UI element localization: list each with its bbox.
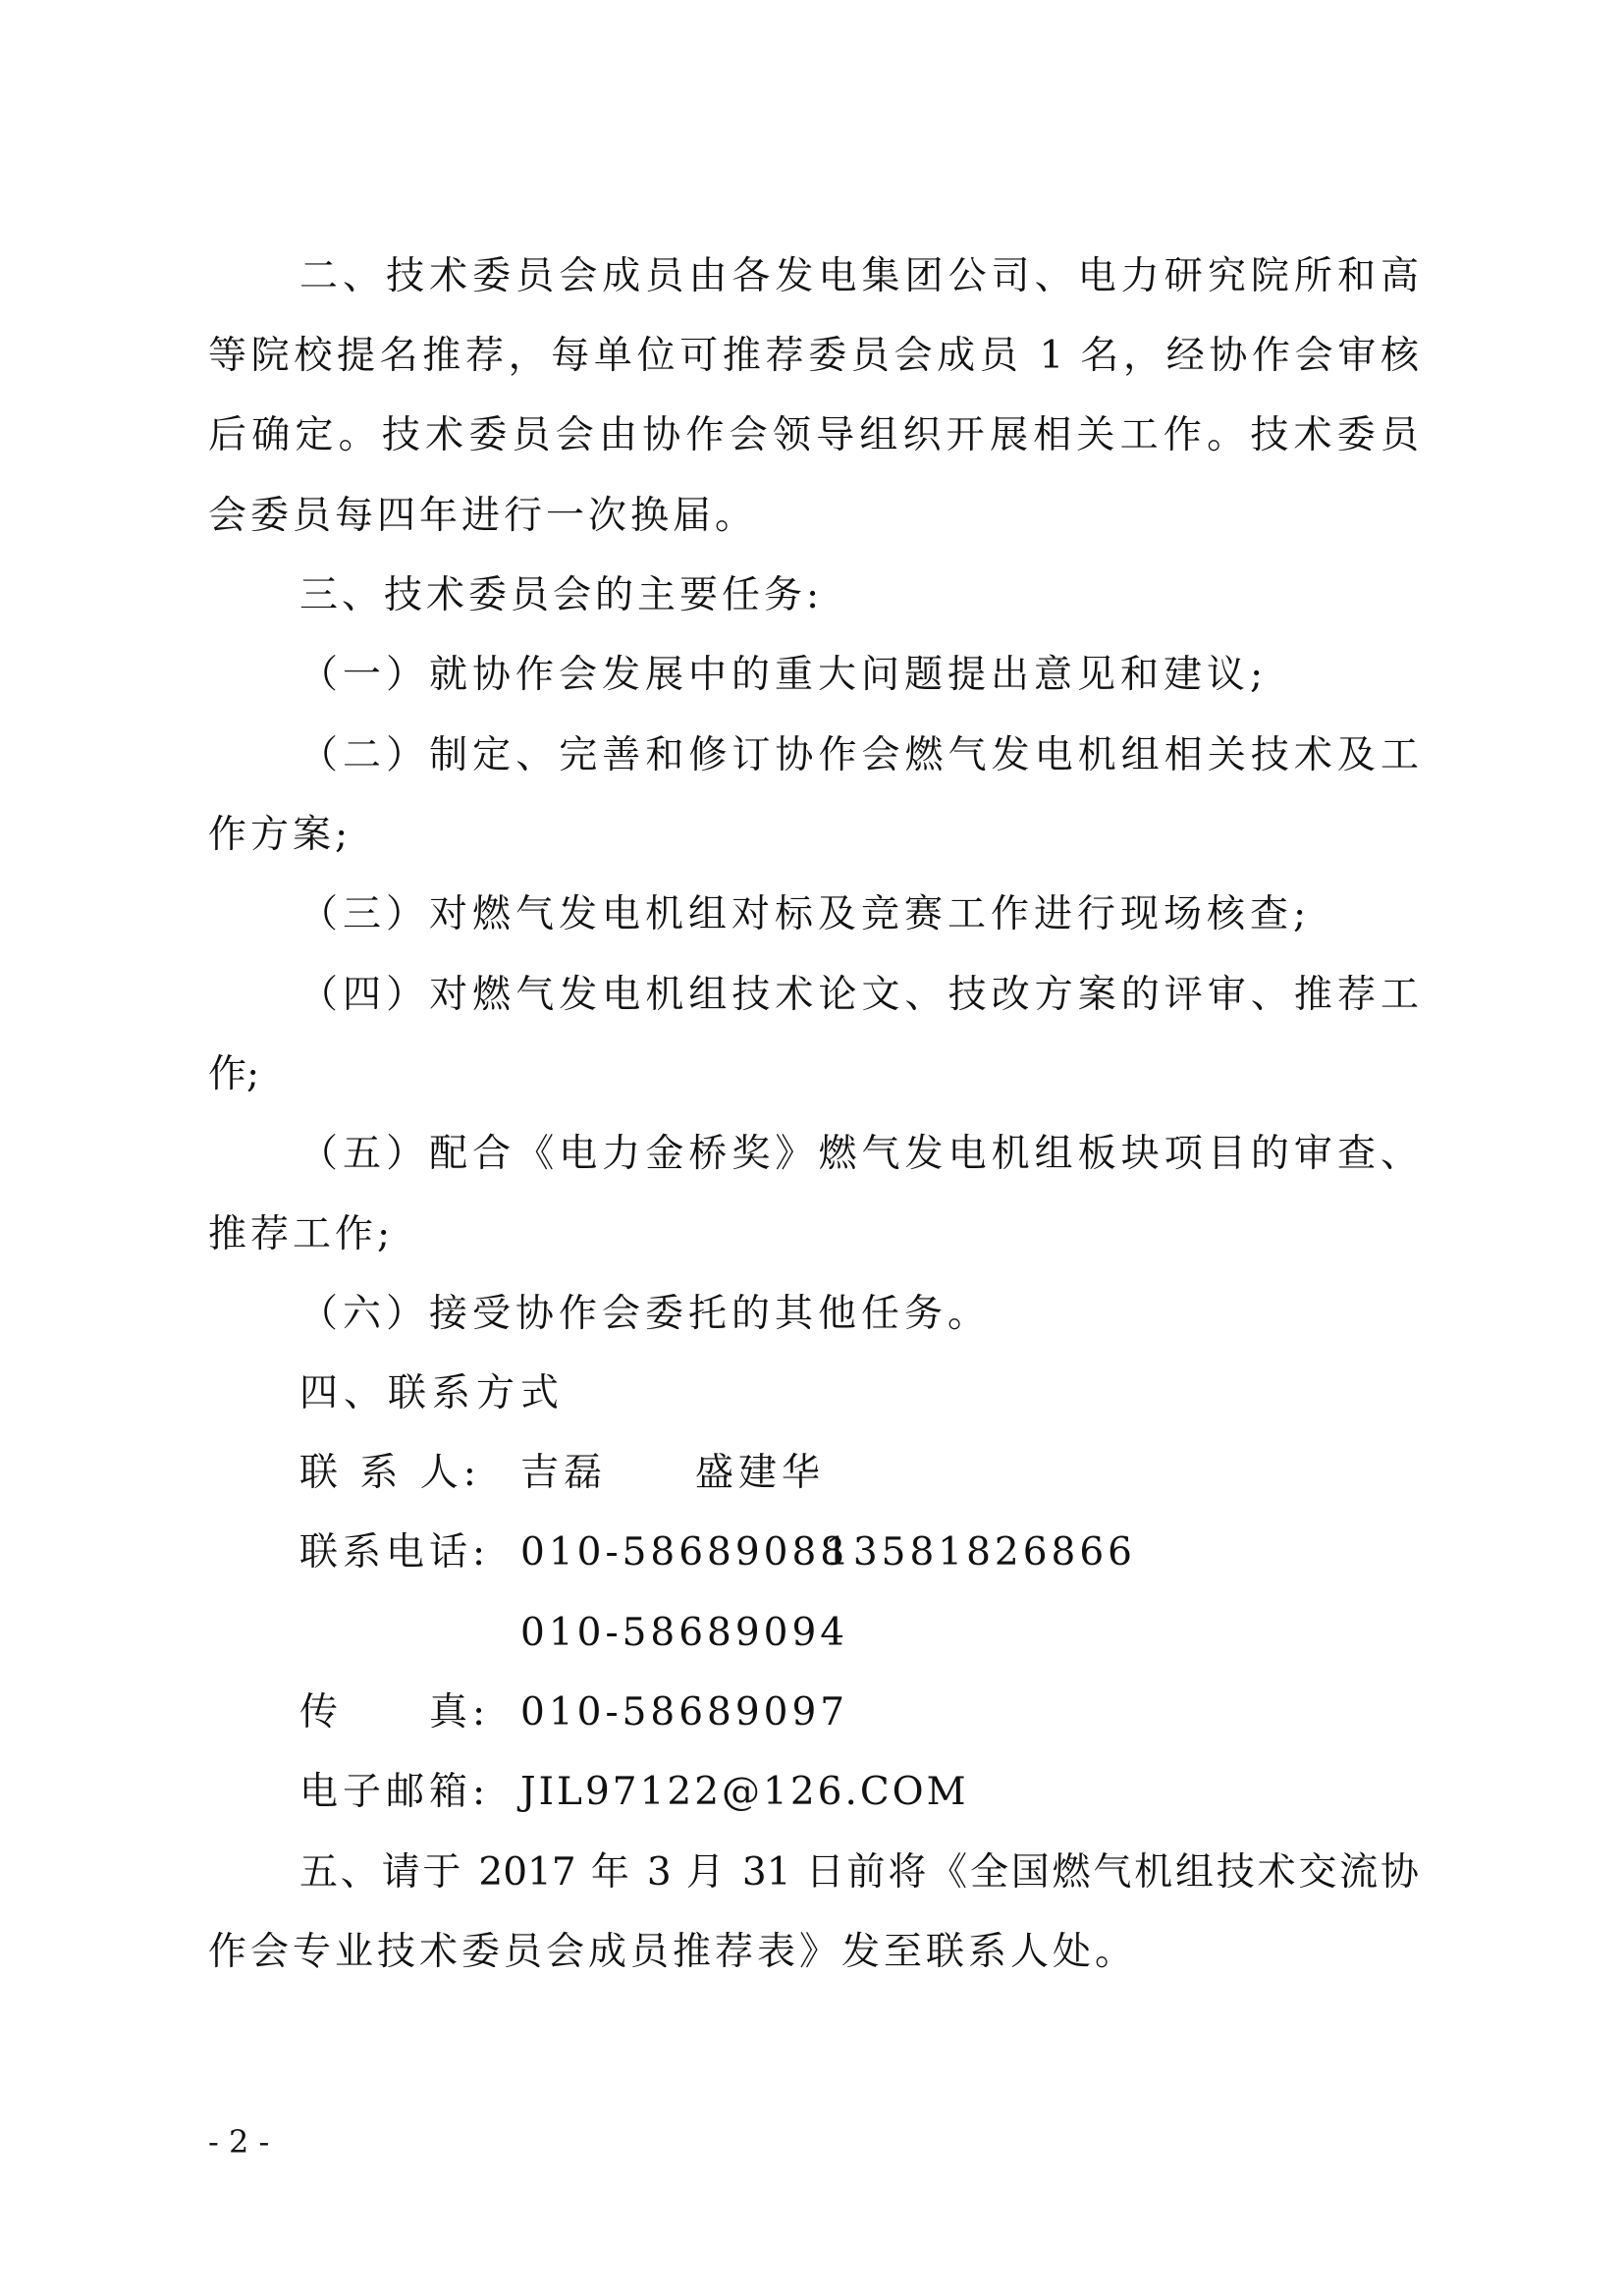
contact-person-label: 联 系 人:: [299, 1451, 481, 1495]
task-item-4-line-2: 作;: [208, 1052, 260, 1096]
task-item-2-line-2: 作方案;: [208, 813, 352, 857]
task-item-5-line-2: 推荐工作;: [208, 1212, 395, 1256]
contact-person-2: 盛建华: [695, 1451, 826, 1495]
task-item-3: （三）对燃气发电机组对标及竞赛工作进行现场核查;: [299, 892, 1312, 936]
contact-fax-label: 传 真:: [299, 1690, 491, 1735]
task-item-5-line-1: （五）配合《电力金桥奖》燃气发电机组板块项目的审查、: [299, 1132, 1419, 1176]
contact-phone-label: 联系电话:: [299, 1530, 491, 1575]
contact-phone-1: 010-58689088: [520, 1530, 849, 1575]
paragraph-section-two-line-2: 等院校提名推荐，每单位可推荐委员会成员 1 名，经协作会审核: [208, 334, 1419, 378]
paragraph-section-two-line-4: 会委员每四年进行一次换届。: [208, 494, 758, 538]
page-number: - 2 -: [208, 2123, 270, 2161]
contact-person-1: 吉磊: [520, 1451, 608, 1495]
contact-phone-2: 13581826866: [825, 1530, 1136, 1575]
contact-phone-3: 010-58689094: [520, 1611, 849, 1655]
task-item-1: （一）就协作会发展中的重大问题提出意见和建议;: [299, 653, 1269, 697]
section-three-heading: 三、技术委员会的主要任务:: [299, 573, 824, 617]
task-item-4-line-1: （四）对燃气发电机组技术论文、技改方案的评审、推荐工: [299, 973, 1419, 1017]
closing-line-1: 五、请于 2017 年 3 月 31 日前将《全国燃气机组技术交流协: [299, 1850, 1419, 1895]
paragraph-section-two-line-3: 后确定。技术委员会由协作会领导组织开展相关工作。技术委员: [208, 413, 1419, 457]
task-item-2-line-1: （二）制定、完善和修订协作会燃气发电机组相关技术及工: [299, 733, 1419, 777]
section-four-heading: 四、联系方式: [299, 1371, 566, 1415]
paragraph-section-two-line-1: 二、技术委员会成员由各发电集团公司、电力研究院所和高: [299, 254, 1419, 298]
contact-email: JIL97122@126.COM: [520, 1770, 969, 1814]
contact-fax: 010-58689097: [520, 1690, 849, 1735]
closing-line-2: 作会专业技术委员会成员推荐表》发至联系人处。: [208, 1930, 1138, 1974]
contact-email-label: 电子邮箱:: [299, 1770, 491, 1814]
task-item-6: （六）接受协作会委托的其他任务。: [299, 1292, 992, 1336]
